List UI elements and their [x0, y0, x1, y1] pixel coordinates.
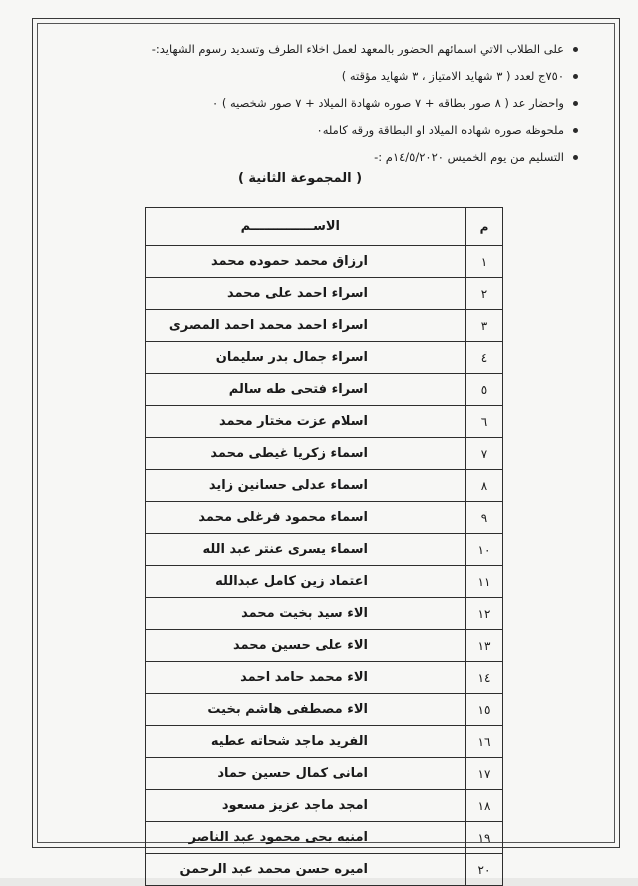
student-name: اسراء جمال بدر سليمان — [146, 342, 466, 374]
table-row — [146, 406, 503, 438]
student-name: اعتماد زين كامل عبدالله — [146, 566, 466, 598]
table-row — [146, 278, 503, 310]
student-name: امانى كمال حسين حماد — [146, 758, 466, 790]
table-row — [146, 662, 503, 694]
row-number: ١ — [466, 246, 503, 278]
row-number: ١٣ — [466, 630, 503, 662]
row-number: ١٥ — [466, 694, 503, 726]
student-name: امنيه يحى محمود عبد الناصر — [146, 822, 466, 854]
row-number: ١٢ — [466, 598, 503, 630]
bullet-icon — [573, 155, 578, 160]
instruction-item: ملحوظه صوره شهاده الميلاد او البطاقة ورقه كامله٠ — [140, 117, 578, 144]
table-row — [146, 534, 503, 566]
row-number: ٤ — [466, 342, 503, 374]
table-row — [146, 470, 503, 502]
table-header-row — [146, 208, 503, 246]
bullet-icon — [573, 101, 578, 106]
row-number: ٨ — [466, 470, 503, 502]
student-name: الاء محمد حامد احمد — [146, 662, 466, 694]
row-number: ٣ — [466, 310, 503, 342]
table-row — [146, 310, 503, 342]
student-name: اسراء فتحى طه سالم — [146, 374, 466, 406]
table-row — [146, 630, 503, 662]
names-table — [145, 207, 503, 886]
instruction-item: التسليم من يوم الخميس ١٤/٥/٢٠٢٠م :- — [140, 144, 578, 171]
student-name: اميره حسن محمد عبد الرحمن — [146, 854, 466, 886]
student-name: ارزاق محمد حموده محمد — [146, 246, 466, 278]
row-number: ١٠ — [466, 534, 503, 566]
table-row — [146, 342, 503, 374]
row-number: ٧ — [466, 438, 503, 470]
row-number: ١٦ — [466, 726, 503, 758]
table-row — [146, 694, 503, 726]
table-row — [146, 854, 503, 886]
bullet-icon — [573, 128, 578, 133]
student-name: الاء على حسين محمد — [146, 630, 466, 662]
student-name: الاء سيد بخيت محمد — [146, 598, 466, 630]
instruction-item: واحضار عد ( ٨ صور بطاقه + ٧ صوره شهادة الميلاد + ٧ صور شخصيه ) ٠ — [140, 90, 578, 117]
student-name: اسراء احمد على محمد — [146, 278, 466, 310]
instruction-item: على الطلاب الاتي اسمائهم الحضور بالمعهد لعمل اخلاء الطرف وتسديد رسوم الشهايد:- — [140, 36, 578, 63]
table-row — [146, 726, 503, 758]
row-number: ١٧ — [466, 758, 503, 790]
table-row — [146, 438, 503, 470]
student-name: الفريد ماجد شحاته عطيه — [146, 726, 466, 758]
row-number: ١٤ — [466, 662, 503, 694]
student-name: الاء مصطفى هاشم بخيت — [146, 694, 466, 726]
student-name: اسلام عزت مختار محمد — [146, 406, 466, 438]
student-name: اسماء يسرى عنتر عبد الله — [146, 534, 466, 566]
table-row — [146, 246, 503, 278]
student-name: اسماء محمود فرغلى محمد — [146, 502, 466, 534]
header-name: الاســــــــــــــم — [146, 208, 466, 246]
table-row — [146, 598, 503, 630]
table-row — [146, 758, 503, 790]
group-title: ( المجموعة الثانية ) — [237, 171, 363, 186]
row-number: ١٩ — [466, 822, 503, 854]
table-row — [146, 566, 503, 598]
row-number: ٢ — [466, 278, 503, 310]
bullet-icon — [573, 74, 578, 79]
header-num: م — [466, 208, 503, 246]
table-row — [146, 374, 503, 406]
instruction-item: ٧٥٠ج لعدد ( ٣ شهايد الامتياز ، ٣ شهايد مؤقته ) — [140, 63, 578, 90]
student-name: اسماء زكريا غيطى محمد — [146, 438, 466, 470]
instructions-list — [140, 36, 578, 171]
student-name: اسراء احمد محمد احمد المصرى — [146, 310, 466, 342]
table-row — [146, 790, 503, 822]
student-name: اسماء عدلى حسانين زايد — [146, 470, 466, 502]
bullet-icon — [573, 47, 578, 52]
table-row — [146, 502, 503, 534]
student-name: امجد ماجد عزيز مسعود — [146, 790, 466, 822]
row-number: ٦ — [466, 406, 503, 438]
table-row — [146, 822, 503, 854]
row-number: ٩ — [466, 502, 503, 534]
row-number: ١٨ — [466, 790, 503, 822]
row-number: ٥ — [466, 374, 503, 406]
row-number: ٢٠ — [466, 854, 503, 886]
row-number: ١١ — [466, 566, 503, 598]
